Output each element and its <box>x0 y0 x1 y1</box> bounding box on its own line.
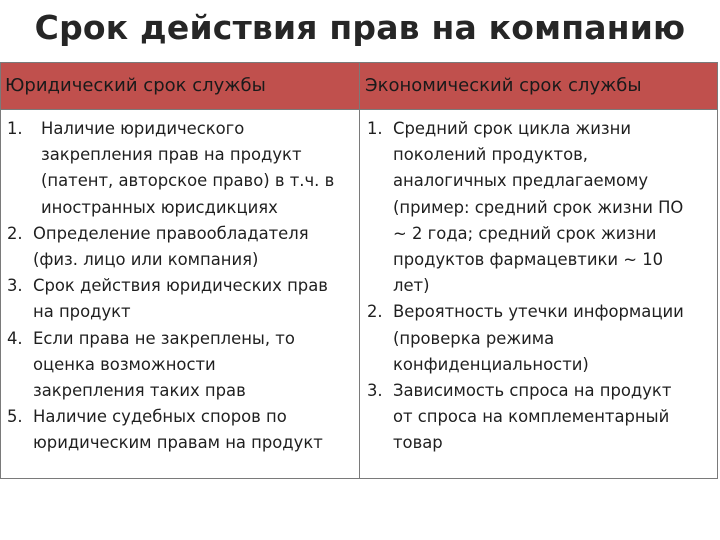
list-line: (патент, авторское право) в т.ч. в <box>41 171 335 191</box>
table-header-row <box>1 63 717 110</box>
list-line: Зависимость спроса на продукт <box>393 381 672 401</box>
list-item <box>7 273 359 325</box>
list-number: 4. <box>7 328 23 348</box>
list-line: (проверка режима <box>393 328 555 348</box>
header-economic-term: Экономический срок службы <box>365 75 642 96</box>
list-line: закрепления прав на продукт <box>41 145 302 165</box>
list-number: 1. <box>367 119 383 138</box>
page-title: Срок действия прав на компанию <box>34 8 686 47</box>
list-line: Определение правообладателя <box>33 223 309 243</box>
list-text <box>41 116 359 221</box>
list-number: 3. <box>7 276 23 296</box>
list-line: оценка возможности <box>33 354 216 374</box>
list-item <box>367 378 717 457</box>
list-line: юридическим правам на продукт <box>33 433 323 453</box>
legal-term-list <box>1 110 360 478</box>
list-line: Вероятность утечки информации <box>393 302 684 322</box>
list-text <box>393 378 717 457</box>
list-line: Срок действия юридических прав <box>33 276 328 296</box>
list-number: 5. <box>7 407 23 427</box>
list-line: аналогичных предлагаемому <box>393 171 649 191</box>
list-item <box>7 326 359 405</box>
list-line: иностранных юрисдикциях <box>41 197 278 217</box>
list-line: конфиденциальности) <box>393 354 589 374</box>
list-text <box>393 116 717 299</box>
list-line: (физ. лицо или компания) <box>33 250 259 270</box>
list-number: 2. <box>367 302 383 322</box>
list-item <box>367 116 717 299</box>
list-line: Если права не закреплены, то <box>33 328 295 348</box>
list-line: (пример: средний срок жизни ПО <box>393 197 684 217</box>
list-line: лет) <box>393 276 430 296</box>
list-item <box>7 404 359 456</box>
list-text <box>33 326 359 405</box>
list-line: от спроса на комплементарный <box>393 407 670 427</box>
list-item <box>367 299 717 378</box>
list-number: 1. <box>7 119 23 138</box>
list-line: ~ 2 года; средний срок жизни <box>393 223 657 243</box>
list-number: 3. <box>367 381 383 401</box>
list-line: закрепления таких прав <box>33 381 246 401</box>
list-text <box>33 273 359 325</box>
list-line: продуктов фармацевтики ~ 10 <box>393 250 664 270</box>
list-text <box>33 404 359 456</box>
list-line: Наличие юридического <box>41 119 245 138</box>
list-line: товар <box>393 433 443 453</box>
list-line: Средний срок цикла жизни <box>393 119 631 138</box>
comparison-table <box>0 62 718 479</box>
list-line: поколений продуктов, <box>393 145 588 165</box>
list-line: на продукт <box>33 302 131 322</box>
list-text <box>33 221 359 273</box>
list-item <box>7 116 359 221</box>
economic-term-list <box>360 110 717 478</box>
list-item <box>7 221 359 273</box>
list-text <box>393 299 717 378</box>
list-line: Наличие судебных споров по <box>33 407 287 427</box>
header-legal-term: Юридический срок службы <box>1 63 360 109</box>
list-number: 2. <box>7 223 23 243</box>
table-body-row <box>1 110 717 478</box>
